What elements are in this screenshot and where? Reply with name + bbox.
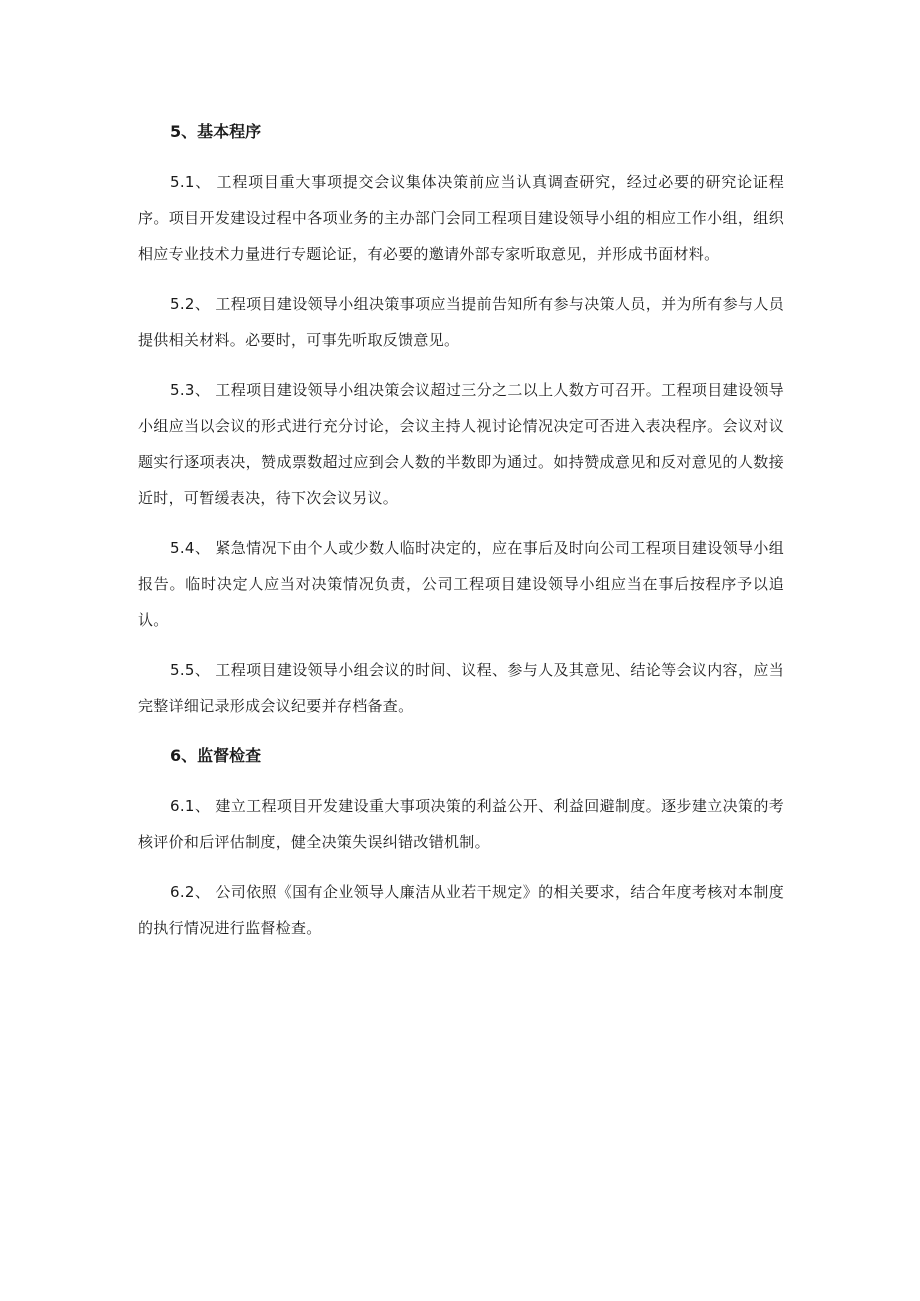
paragraph-5-1: 5.1、 工程项目重大事项提交会议集体决策前应当认真调查研究，经过必要的研究论证程序。项目开发建设过程中各项业务的主办部门会同工程项目建设领导小组的相应工作小组，组织相应专业技术力量进行专题论证，有必要的邀请外部专家听取意见，并形成书面材料。 xyxy=(138,173,784,263)
paragraph-6-1: 6.1、 建立工程项目开发建设重大事项决策的利益公开、利益回避制度。逐步建立决策的考核评价和后评估制度，健全决策失误纠错改错机制。 xyxy=(138,797,784,851)
paragraph-5-5: 5.5、 工程项目建设领导小组会议的时间、议程、参与人及其意见、结论等会议内容，应当完整详细记录形成会议纪要并存档备查。 xyxy=(138,661,784,715)
paragraph-5-3: 5.3、 工程项目建设领导小组决策会议超过三分之二以上人数方可召开。工程项目建设领导小组应当以会议的形式进行充分讨论，会议主持人视讨论情况决定可否进入表决程序。会议对议题实行逐项表决，赞成票数超过应到会人数的半数即为通过。如持赞成意见和反对意见的人数接近时，可暂缓表决，待下次会议另议。 xyxy=(138,381,784,507)
paragraph-5-4: 5.4、 紧急情况下由个人或少数人临时决定的，应在事后及时向公司工程项目建设领导小组报告。临时决定人应当对决策情况负责，公司工程项目建设领导小组应当在事后按程序予以追认。 xyxy=(138,539,784,629)
paragraph-5-2: 5.2、 工程项目建设领导小组决策事项应当提前告知所有参与决策人员，并为所有参与人员提供相关材料。必要时，可事先听取反馈意见。 xyxy=(138,295,784,349)
paragraph-6-2: 6.2、 公司依照《国有企业领导人廉洁从业若干规定》的相关要求，结合年度考核对本制度的执行情况进行监督检查。 xyxy=(138,883,784,937)
section-heading-5: 5、基本程序 xyxy=(170,122,262,141)
document-page xyxy=(138,114,784,946)
section-heading-6: 6、监督检查 xyxy=(170,746,262,765)
